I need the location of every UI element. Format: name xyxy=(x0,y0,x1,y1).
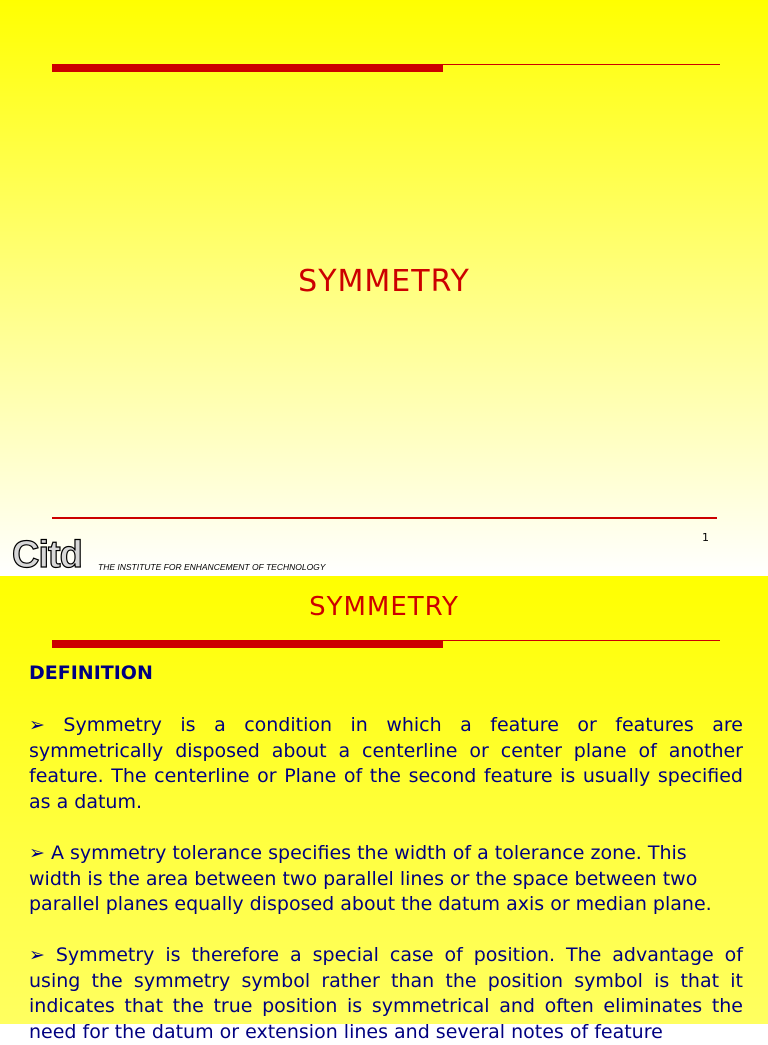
top-accent-bar-thin xyxy=(443,64,720,65)
definition-slide xyxy=(0,576,768,1043)
paragraph xyxy=(29,943,743,1045)
definition-heading: DEFINITION xyxy=(29,662,153,684)
citd-logo: Citd xyxy=(12,534,82,576)
paragraph-text: A symmetry tolerance specifies the width of a tolerance zone. This width is the area between two parallel lines or the space between two parallel planes equally disposed about the datum axis or median plane. xyxy=(29,842,712,915)
paragraph xyxy=(29,841,743,918)
bullet-arrow-icon: ➢ xyxy=(29,714,45,736)
paragraph-text: Symmetry is a condition in which a feature or features are symmetrically disposed about a centerline or center plane of another feature. The centerline or Plane of the second feature is usually specified as a datum. xyxy=(29,714,743,813)
top-accent-bar-thin xyxy=(443,640,720,641)
bullet-arrow-icon: ➢ xyxy=(29,944,45,966)
paragraph-text: Symmetry is therefore a special case of position. The advantage of using the symmetry symbol rather than the position symbol is that it indicates that the true position is symmetrical and often eliminates the need for the datum or extension lines and several notes of feature xyxy=(29,944,743,1043)
paragraph xyxy=(29,713,743,815)
bottom-divider-line xyxy=(52,517,717,519)
bullet-arrow-icon: ➢ xyxy=(29,842,45,864)
institute-name: THE INSTITUTE FOR ENHANCEMENT OF TECHNOLOGY xyxy=(98,562,326,572)
top-accent-bar-thick xyxy=(52,64,443,72)
slide-title: SYMMETRY xyxy=(298,264,470,299)
slide-number: 1 xyxy=(702,531,709,544)
slide-title: SYMMETRY xyxy=(309,592,459,622)
top-accent-bar-thick xyxy=(52,640,443,648)
